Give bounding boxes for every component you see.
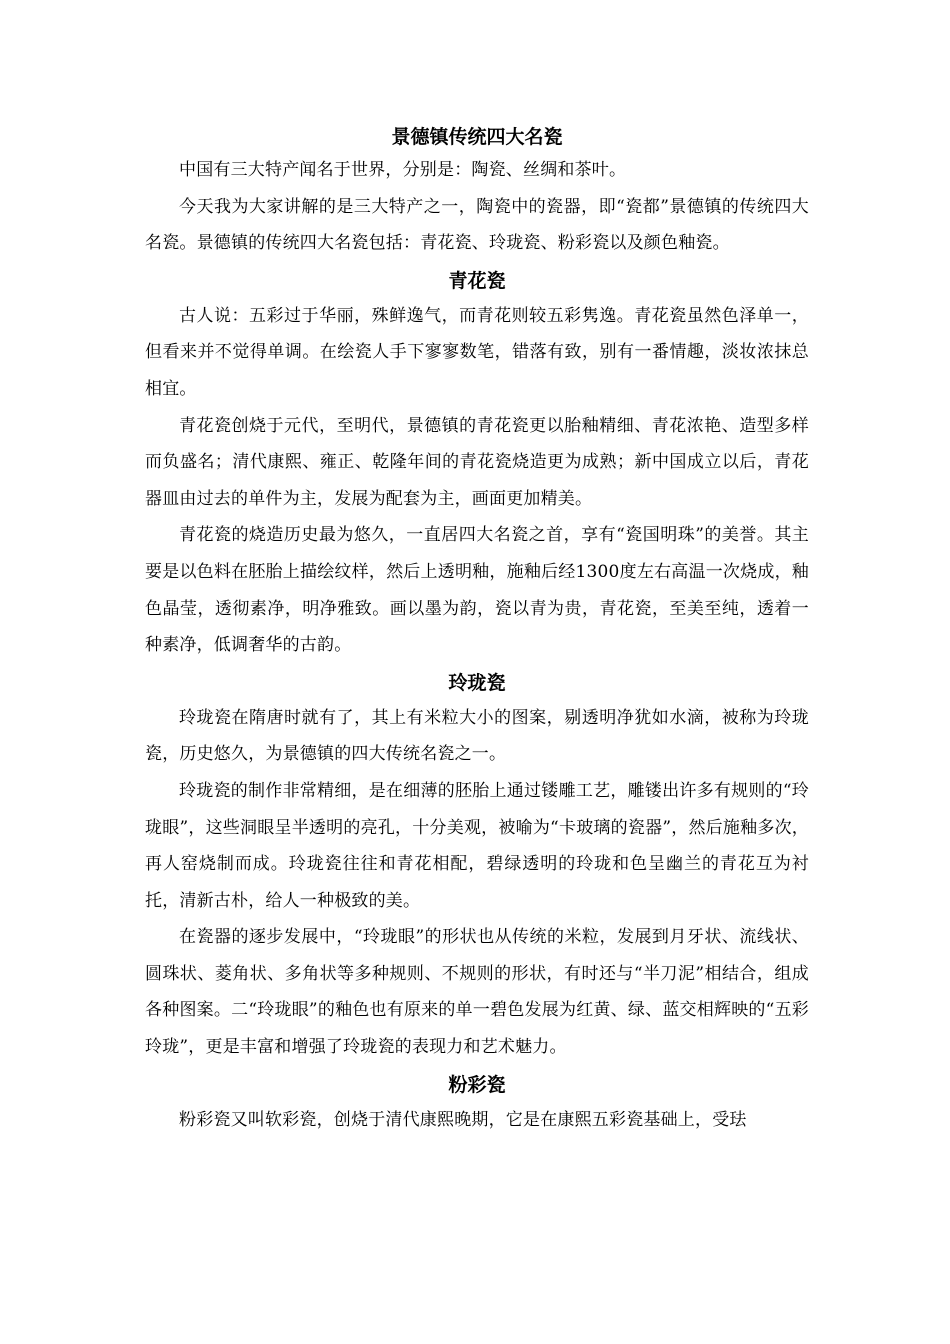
body-paragraph: 在瓷器的逐步发展中，“玲珑眼”的形状也从传统的米粒，发展到月牙状、流线状、圆珠状、菱角状、多角状等多种规则、不规则的形状，有时还与“半刀泥”相结合，组成各种图案。二“玲珑眼”的釉色也有原来的单一碧色发展为红黄、绿、蓝交相辉映的“五彩玲珑”，更是丰富和增强了玲珑瓷的表现力和艺术魅力。 xyxy=(145,927,809,1058)
section-title: 青花瓷 xyxy=(448,269,506,292)
body-paragraph: 青花瓷创烧于元代，至明代，景德镇的青花瓷更以胎釉精细、青花浓艳、造型多样而负盛名；清代康熙、雍正、乾隆年间的青花瓷烧造更为成熟；新中国成立以后，青花器皿由过去的单件为主，发展为配套为主，画面更加精美。 xyxy=(145,415,809,509)
body-paragraph: 玲珑瓷的制作非常精细，是在细薄的胚胎上通过镂雕工艺，雕镂出许多有规则的“玲珑眼”，这些洞眼呈半透明的亮孔，十分美观，被喻为“卡玻璃的瓷器”，然后施釉多次，再人窑烧制而成。玲珑瓷往往和青花相配，碧绿透明的玲珑和色呈幽兰的青花互为衬托，清新古朴，给人一种极致的美。 xyxy=(145,780,809,911)
document-title: 景德镇传统四大名瓷 xyxy=(391,126,563,148)
section-fencai xyxy=(145,1070,809,1139)
body-paragraph: 玲珑瓷在隋唐时就有了，其上有米粒大小的图案，剔透明净犹如水滴，被称为玲珑瓷，历史悠久，为景德镇的四大传统名瓷之一。 xyxy=(145,707,809,765)
intro-paragraph: 中国有三大特产闻名于世界，分别是：陶瓷、丝绸和茶叶。 xyxy=(179,160,627,180)
document-page xyxy=(145,122,809,1138)
section-title: 玲珑瓷 xyxy=(448,671,506,694)
section-linglong xyxy=(145,668,809,1066)
section-title: 粉彩瓷 xyxy=(448,1073,506,1096)
section-qinghua xyxy=(145,266,809,664)
body-paragraph: 青花瓷的烧造历史最为悠久，一直居四大名瓷之首，享有“瓷国明珠”的美誉。其主要是以色料在胚胎上描绘纹样，然后上透明釉，施釉后经1300度左右高温一次烧成，釉色晶莹，透彻素净，明净雅致。画以墨为韵，瓷以青为贵，青花瓷，至美至纯，透着一种素净，低调奢华的古韵。 xyxy=(145,525,809,656)
body-paragraph: 粉彩瓷又叫软彩瓷，创烧于清代康熙晚期，它是在康熙五彩瓷基础上，受珐 xyxy=(179,1109,747,1130)
body-paragraph: 古人说：五彩过于华丽，殊鲜逸气，而青花则较五彩隽逸。青花瓷虽然色泽单一，但看来并不觉得单调。在绘瓷人手下寥寥数笔，错落有致，别有一番情趣，淡妆浓抹总相宜。 xyxy=(145,305,809,399)
intro-paragraph: 今天我为大家讲解的是三大特产之一，陶瓷中的瓷器，即“瓷都”景德镇的传统四大名瓷。景德镇的传统四大名瓷包括：青花瓷、玲珑瓷、粉彩瓷以及颜色釉瓷。 xyxy=(145,196,809,254)
